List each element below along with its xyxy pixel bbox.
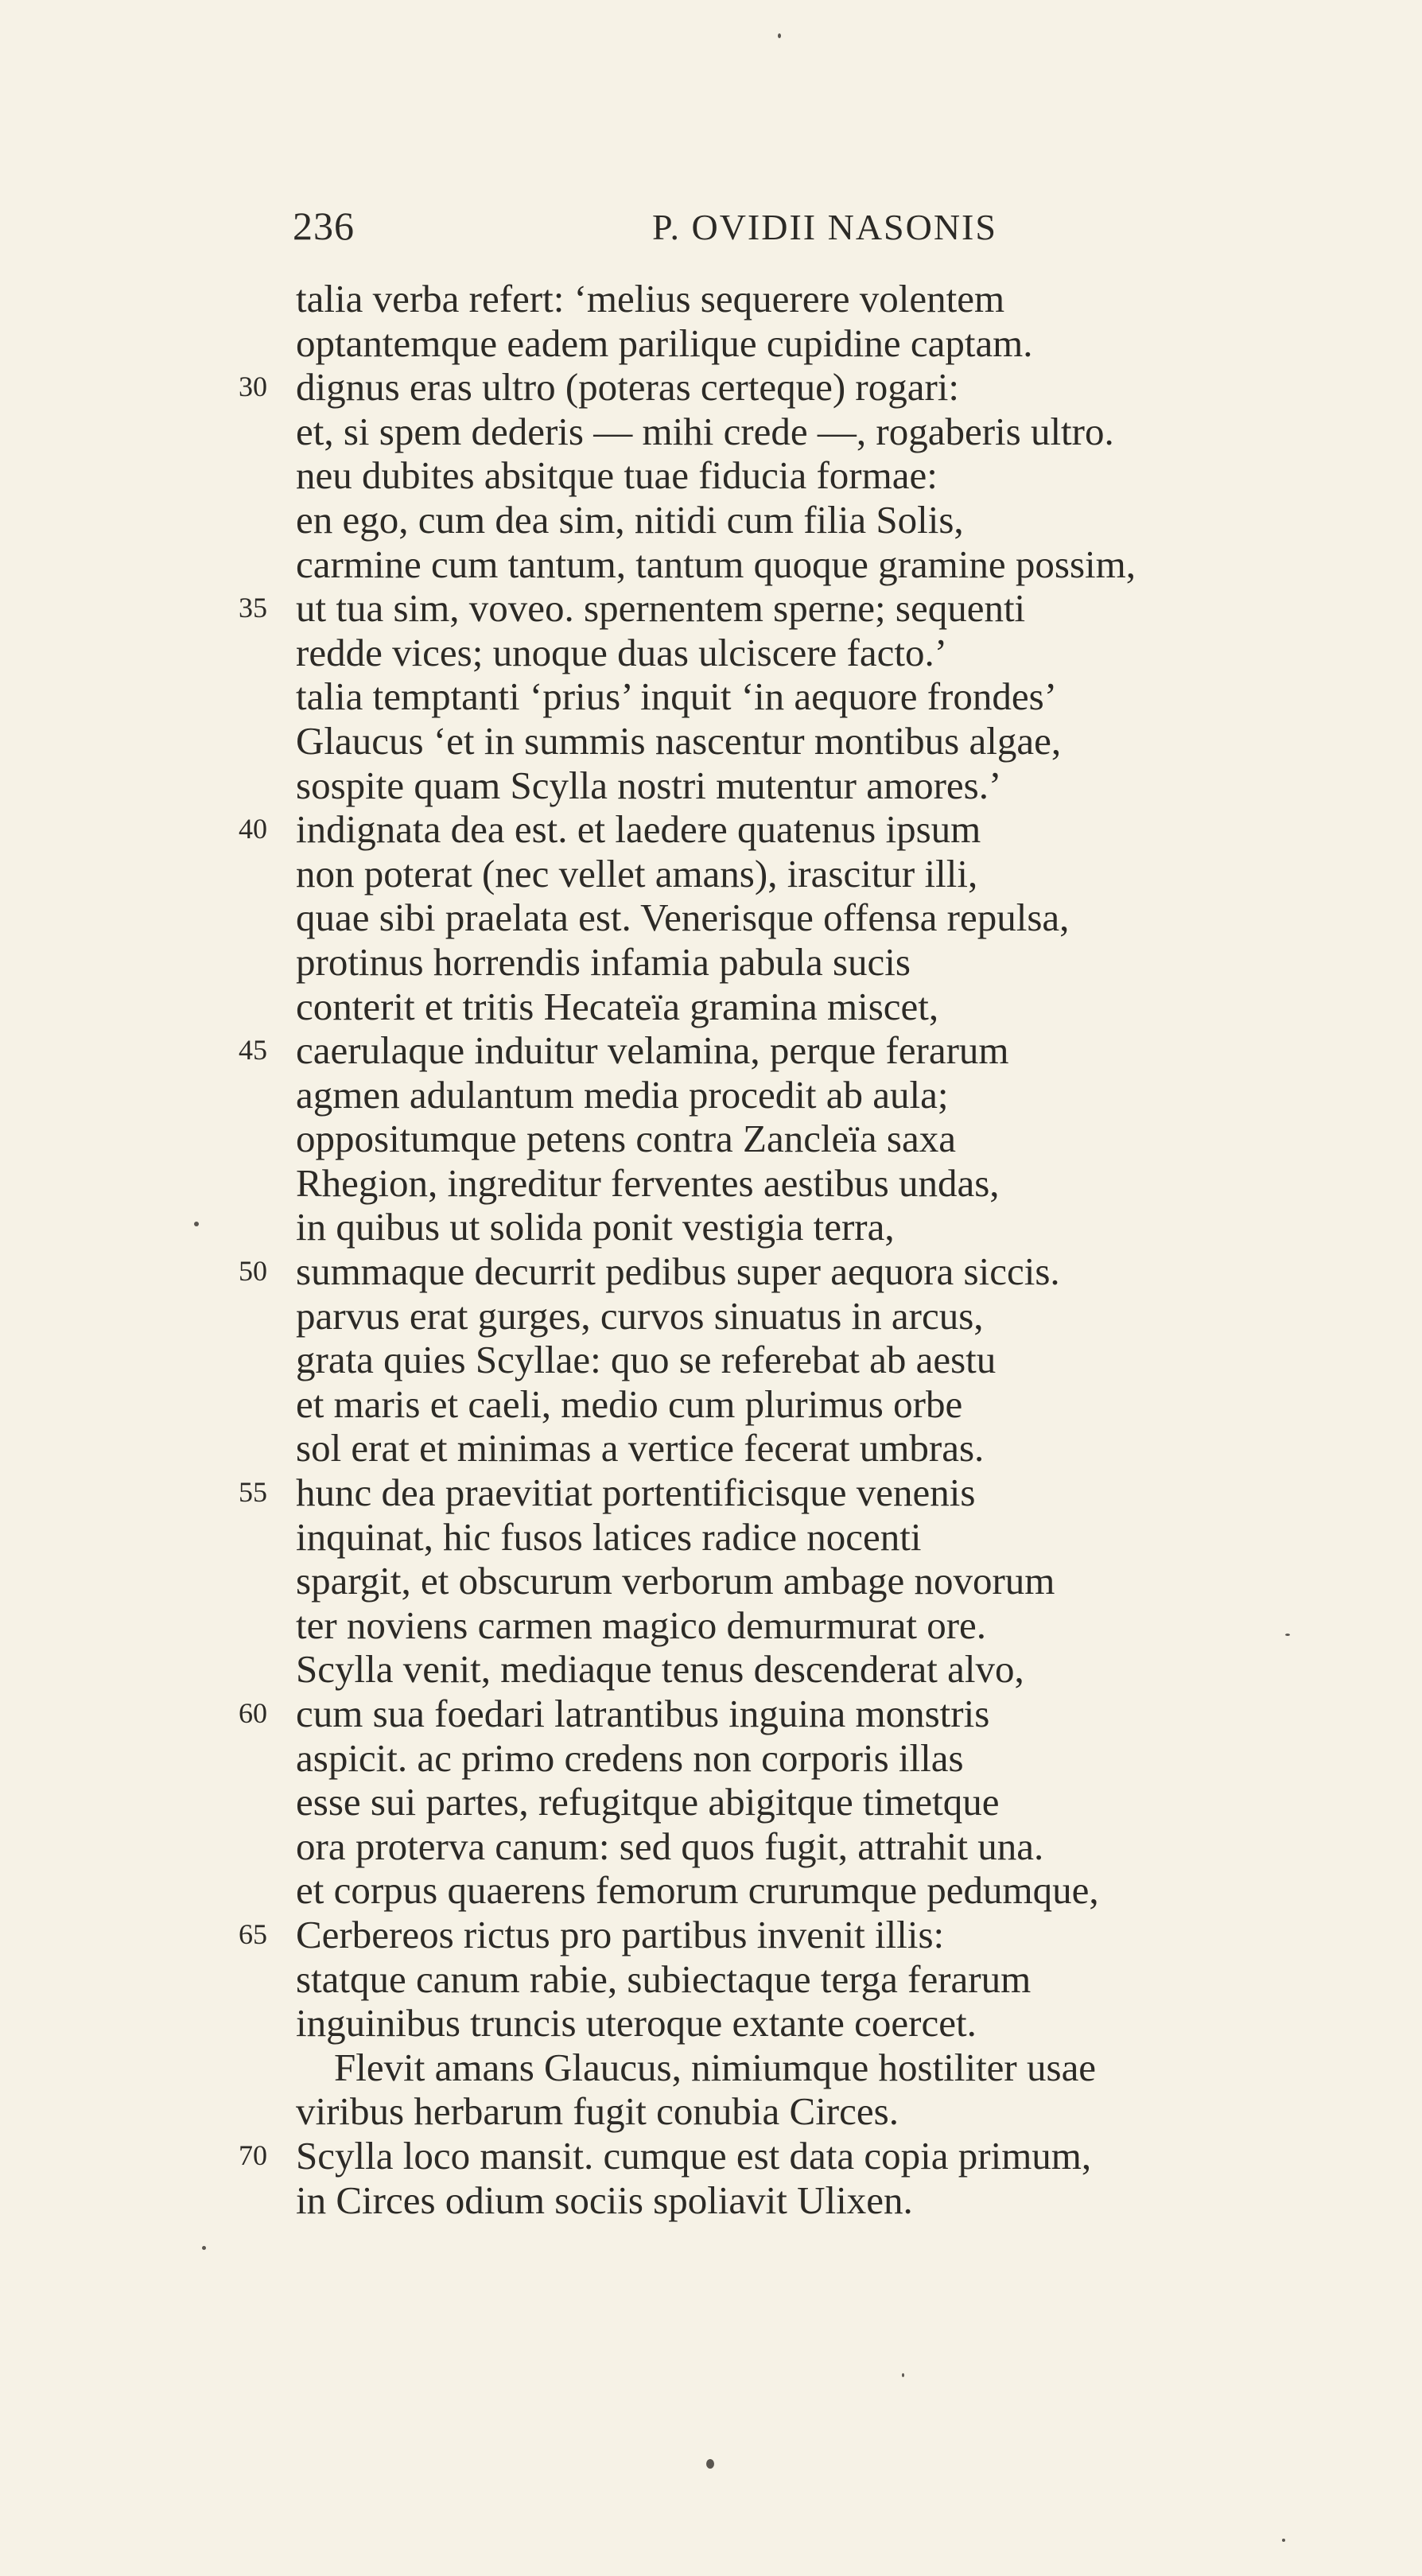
verse-line xyxy=(0,719,1422,763)
verse-text: sospite quam Scylla nostri mutentur amores.’ xyxy=(296,763,1002,807)
verse-line xyxy=(0,1073,1422,1117)
verse-line xyxy=(0,2134,1422,2178)
verse-line xyxy=(0,321,1422,366)
verse-line xyxy=(0,1249,1422,1294)
verse-line xyxy=(0,1338,1422,1382)
paper-speck xyxy=(902,2373,904,2377)
paper-speck xyxy=(706,2459,714,2469)
poem-text xyxy=(0,277,1422,2222)
verse-text: neu dubites absitque tuae fiducia formae: xyxy=(296,453,938,498)
verse-line xyxy=(0,940,1422,985)
line-number: 35 xyxy=(239,592,267,624)
verse-text: spargit, et obscurum verborum ambage novorum xyxy=(296,1559,1055,1603)
verse-line xyxy=(0,1824,1422,1869)
verse-line xyxy=(0,852,1422,896)
verse-line xyxy=(0,1957,1422,2002)
verse-line xyxy=(0,807,1422,852)
line-number: 65 xyxy=(239,1917,267,1950)
verse-text: carmine cum tantum, tantum quoque gramine possim, xyxy=(296,542,1136,586)
verse-text: summaque decurrit pedibus super aequora siccis. xyxy=(296,1249,1060,1294)
verse-text: talia temptanti ‘prius’ inquit ‘in aequore frondes’ xyxy=(296,674,1058,719)
verse-line xyxy=(0,2001,1422,2046)
verse-text: Scylla venit, mediaque tenus descenderat alvo, xyxy=(296,1647,1024,1692)
verse-line xyxy=(0,498,1422,542)
verse-line xyxy=(0,1028,1422,1073)
paper-speck xyxy=(1282,2539,1285,2542)
verse-text: in quibus ut solida ponit vestigia terra, xyxy=(296,1205,895,1249)
line-number: 50 xyxy=(239,1255,267,1288)
verse-text: et maris et caeli, medio cum plurimus orbe xyxy=(296,1381,963,1426)
verse-text: esse sui partes, refugitque abigitque timetque xyxy=(296,1780,1000,1824)
verse-text: optantemque eadem parilique cupidine captam. xyxy=(296,321,1033,365)
page-header xyxy=(293,202,1327,250)
verse-line xyxy=(0,1515,1422,1560)
verse-text: indignata dea est. et laedere quatenus ipsum xyxy=(296,807,981,852)
verse-line xyxy=(0,1205,1422,1249)
verse-text: en ego, cum dea sim, nitidi cum filia Solis, xyxy=(296,497,964,542)
verse-text: redde vices; unoque duas ulciscere facto.’ xyxy=(296,630,948,674)
verse-line xyxy=(0,1559,1422,1603)
line-number: 45 xyxy=(239,1034,267,1067)
verse-line xyxy=(0,1647,1422,1692)
verse-text: talia verba refert: ‘melius sequerere volentem xyxy=(296,277,1005,321)
verse-text: inquinat, hic fusos latices radice nocenti xyxy=(296,1514,922,1559)
verse-text: Flevit amans Glaucus, nimiumque hostiliter usae xyxy=(334,2045,1097,2089)
verse-line xyxy=(0,896,1422,940)
verse-text: dignus eras ultro (poteras certeque) rogari: xyxy=(296,365,960,410)
verse-text: Scylla loco mansit. cumque est data copia primum, xyxy=(296,2133,1092,2178)
verse-text: grata quies Scyllae: quo se referebat ab aestu xyxy=(296,1338,997,1382)
paper-speck xyxy=(1285,1634,1290,1636)
verse-text: ora proterva canum: sed quos fugit, attrahit una. xyxy=(296,1824,1044,1868)
verse-text: in Circes odium sociis spoliavit Ulixen. xyxy=(296,2178,913,2222)
verse-line xyxy=(0,1780,1422,1824)
verse-line xyxy=(0,674,1422,719)
verse-line xyxy=(0,1117,1422,1161)
line-number: 30 xyxy=(239,371,267,403)
line-number: 70 xyxy=(239,2139,267,2171)
verse-text: agmen adulantum media procedit ab aula; xyxy=(296,1072,949,1117)
verse-text: cum sua foedari latrantibus inguina monstris xyxy=(296,1692,990,1735)
verse-line xyxy=(0,1913,1422,1957)
verse-line xyxy=(0,277,1422,321)
verse-line xyxy=(0,1382,1422,1427)
verse-text: parvus erat gurges, curvos sinuatus in arcus, xyxy=(296,1293,984,1338)
verse-line xyxy=(0,1471,1422,1515)
verse-text: viribus herbarum fugit conubia Circes. xyxy=(296,2089,899,2134)
verse-text: Cerbereos rictus pro partibus invenit illis: xyxy=(296,1912,945,1956)
verse-text: caerulaque induitur velamina, perque ferarum xyxy=(296,1028,1009,1073)
verse-text: conterit et tritis Hecateïa gramina miscet, xyxy=(296,984,939,1028)
verse-text: ter noviens carmen magico demurmurat ore. xyxy=(296,1603,987,1647)
line-number: 40 xyxy=(239,813,267,845)
verse-text: oppositumque petens contra Zancleïa saxa xyxy=(296,1117,956,1161)
verse-text: inguinibus truncis uteroque extante coercet. xyxy=(296,2001,977,2046)
verse-line xyxy=(0,985,1422,1029)
verse-text: et, si spem dederis — mihi crede —, rogaberis ultro. xyxy=(296,409,1114,453)
verse-line xyxy=(0,631,1422,675)
verse-line xyxy=(0,763,1422,808)
verse-text: sol erat et minimas a vertice fecerat umbras. xyxy=(296,1426,985,1471)
verse-text: aspicit. ac primo credens non corporis illas xyxy=(296,1735,964,1780)
paper-speck xyxy=(194,1222,199,1226)
verse-text: protinus horrendis infamia pabula sucis xyxy=(296,939,911,984)
verse-text: Rhegion, ingreditur ferventes aestibus undas, xyxy=(296,1160,1000,1205)
verse-line xyxy=(0,2046,1422,2090)
verse-line xyxy=(0,2089,1422,2134)
paper-speck xyxy=(778,33,781,38)
verse-line xyxy=(0,1426,1422,1471)
verse-line xyxy=(0,1603,1422,1648)
verse-text: quae sibi praelata est. Venerisque offensa repulsa, xyxy=(296,896,1070,940)
verse-line xyxy=(0,1294,1422,1339)
verse-text: statque canum rabie, subiectaque terga ferarum xyxy=(296,1956,1032,2001)
verse-line xyxy=(0,542,1422,587)
line-number: 55 xyxy=(239,1476,267,1509)
verse-line xyxy=(0,453,1422,498)
verse-line xyxy=(0,586,1422,631)
running-title: P. OVIDII NASONIS xyxy=(652,207,997,247)
verse-line xyxy=(0,1161,1422,1206)
verse-text: ut tua sim, voveo. spernentem sperne; sequenti xyxy=(296,586,1026,631)
verse-line xyxy=(0,1692,1422,1736)
verse-text: Glaucus ‘et in summis nascentur montibus algae, xyxy=(296,718,1062,763)
verse-line xyxy=(0,2178,1422,2223)
verse-text: et corpus quaerens femorum crurumque pedumque, xyxy=(296,1868,1099,1913)
verse-text: non poterat (nec vellet amans), irascitur illi, xyxy=(296,851,978,896)
paper-speck xyxy=(202,2246,206,2250)
verse-line xyxy=(0,1868,1422,1913)
verse-line xyxy=(0,365,1422,410)
page-number: 236 xyxy=(293,204,355,248)
verse-line xyxy=(0,410,1422,454)
verse-text: hunc dea praevitiat portentificisque venenis xyxy=(296,1471,976,1515)
verse-line xyxy=(0,1736,1422,1781)
line-number: 60 xyxy=(239,1697,267,1729)
